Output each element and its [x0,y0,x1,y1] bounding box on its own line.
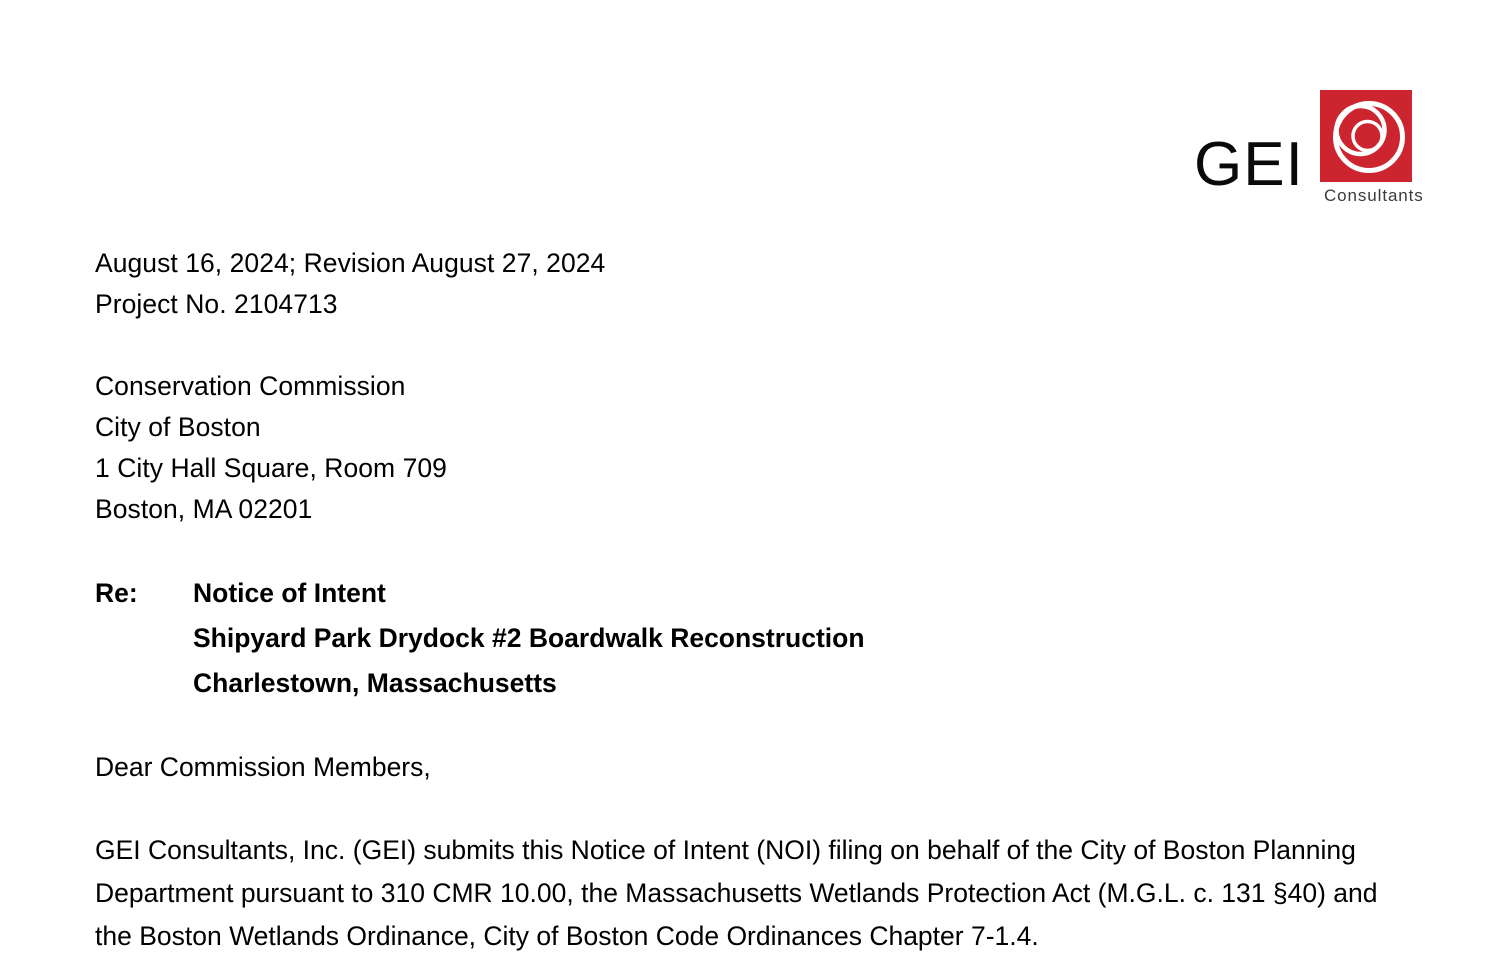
letter-date: August 16, 2024; Revision August 27, 2024 [95,248,606,278]
recipient-line: Boston, MA 02201 [95,494,313,524]
project-number: Project No. 2104713 [95,289,338,319]
subject-block [95,571,1415,706]
recipient-line: City of Boston [95,412,261,442]
body-paragraph: GEI Consultants, Inc. (GEI) submits this Notice of Intent (NOI) filing on behalf of the City of Boston Planning Department pursuant to 310 CMR 10.00, the Massachusetts Wetlands Protection Act (M.G.L. c. 131 §40) and the Boston Wetlands Ordinance, City of Boston Code Ordinances Chapter 7-1.4. [95,835,1378,951]
spacer [95,706,1415,747]
gei-spiral-circles-logo-icon [1320,90,1412,182]
recipient-address-block [95,366,1415,530]
letterhead [1194,86,1424,206]
subject-first-row [95,571,1415,616]
spacer [95,325,1415,366]
spacer [95,530,1415,571]
gei-wordmark: GEI [1194,130,1304,199]
letter-content [95,243,1415,958]
date-block [95,243,1415,325]
subject-label: Re: [95,578,138,608]
gei-consultants-subtext: Consultants [1324,186,1424,205]
subject-line: Notice of Intent [193,578,386,608]
recipient-line: Conservation Commission [95,371,406,401]
recipient-line: 1 City Hall Square, Room 709 [95,453,447,483]
spacer [95,788,1415,829]
subject-line: Charlestown, Massachusetts [193,668,557,698]
subject-line: Shipyard Park Drydock #2 Boardwalk Reconstruction [193,623,865,653]
salutation: Dear Commission Members, [95,752,431,782]
